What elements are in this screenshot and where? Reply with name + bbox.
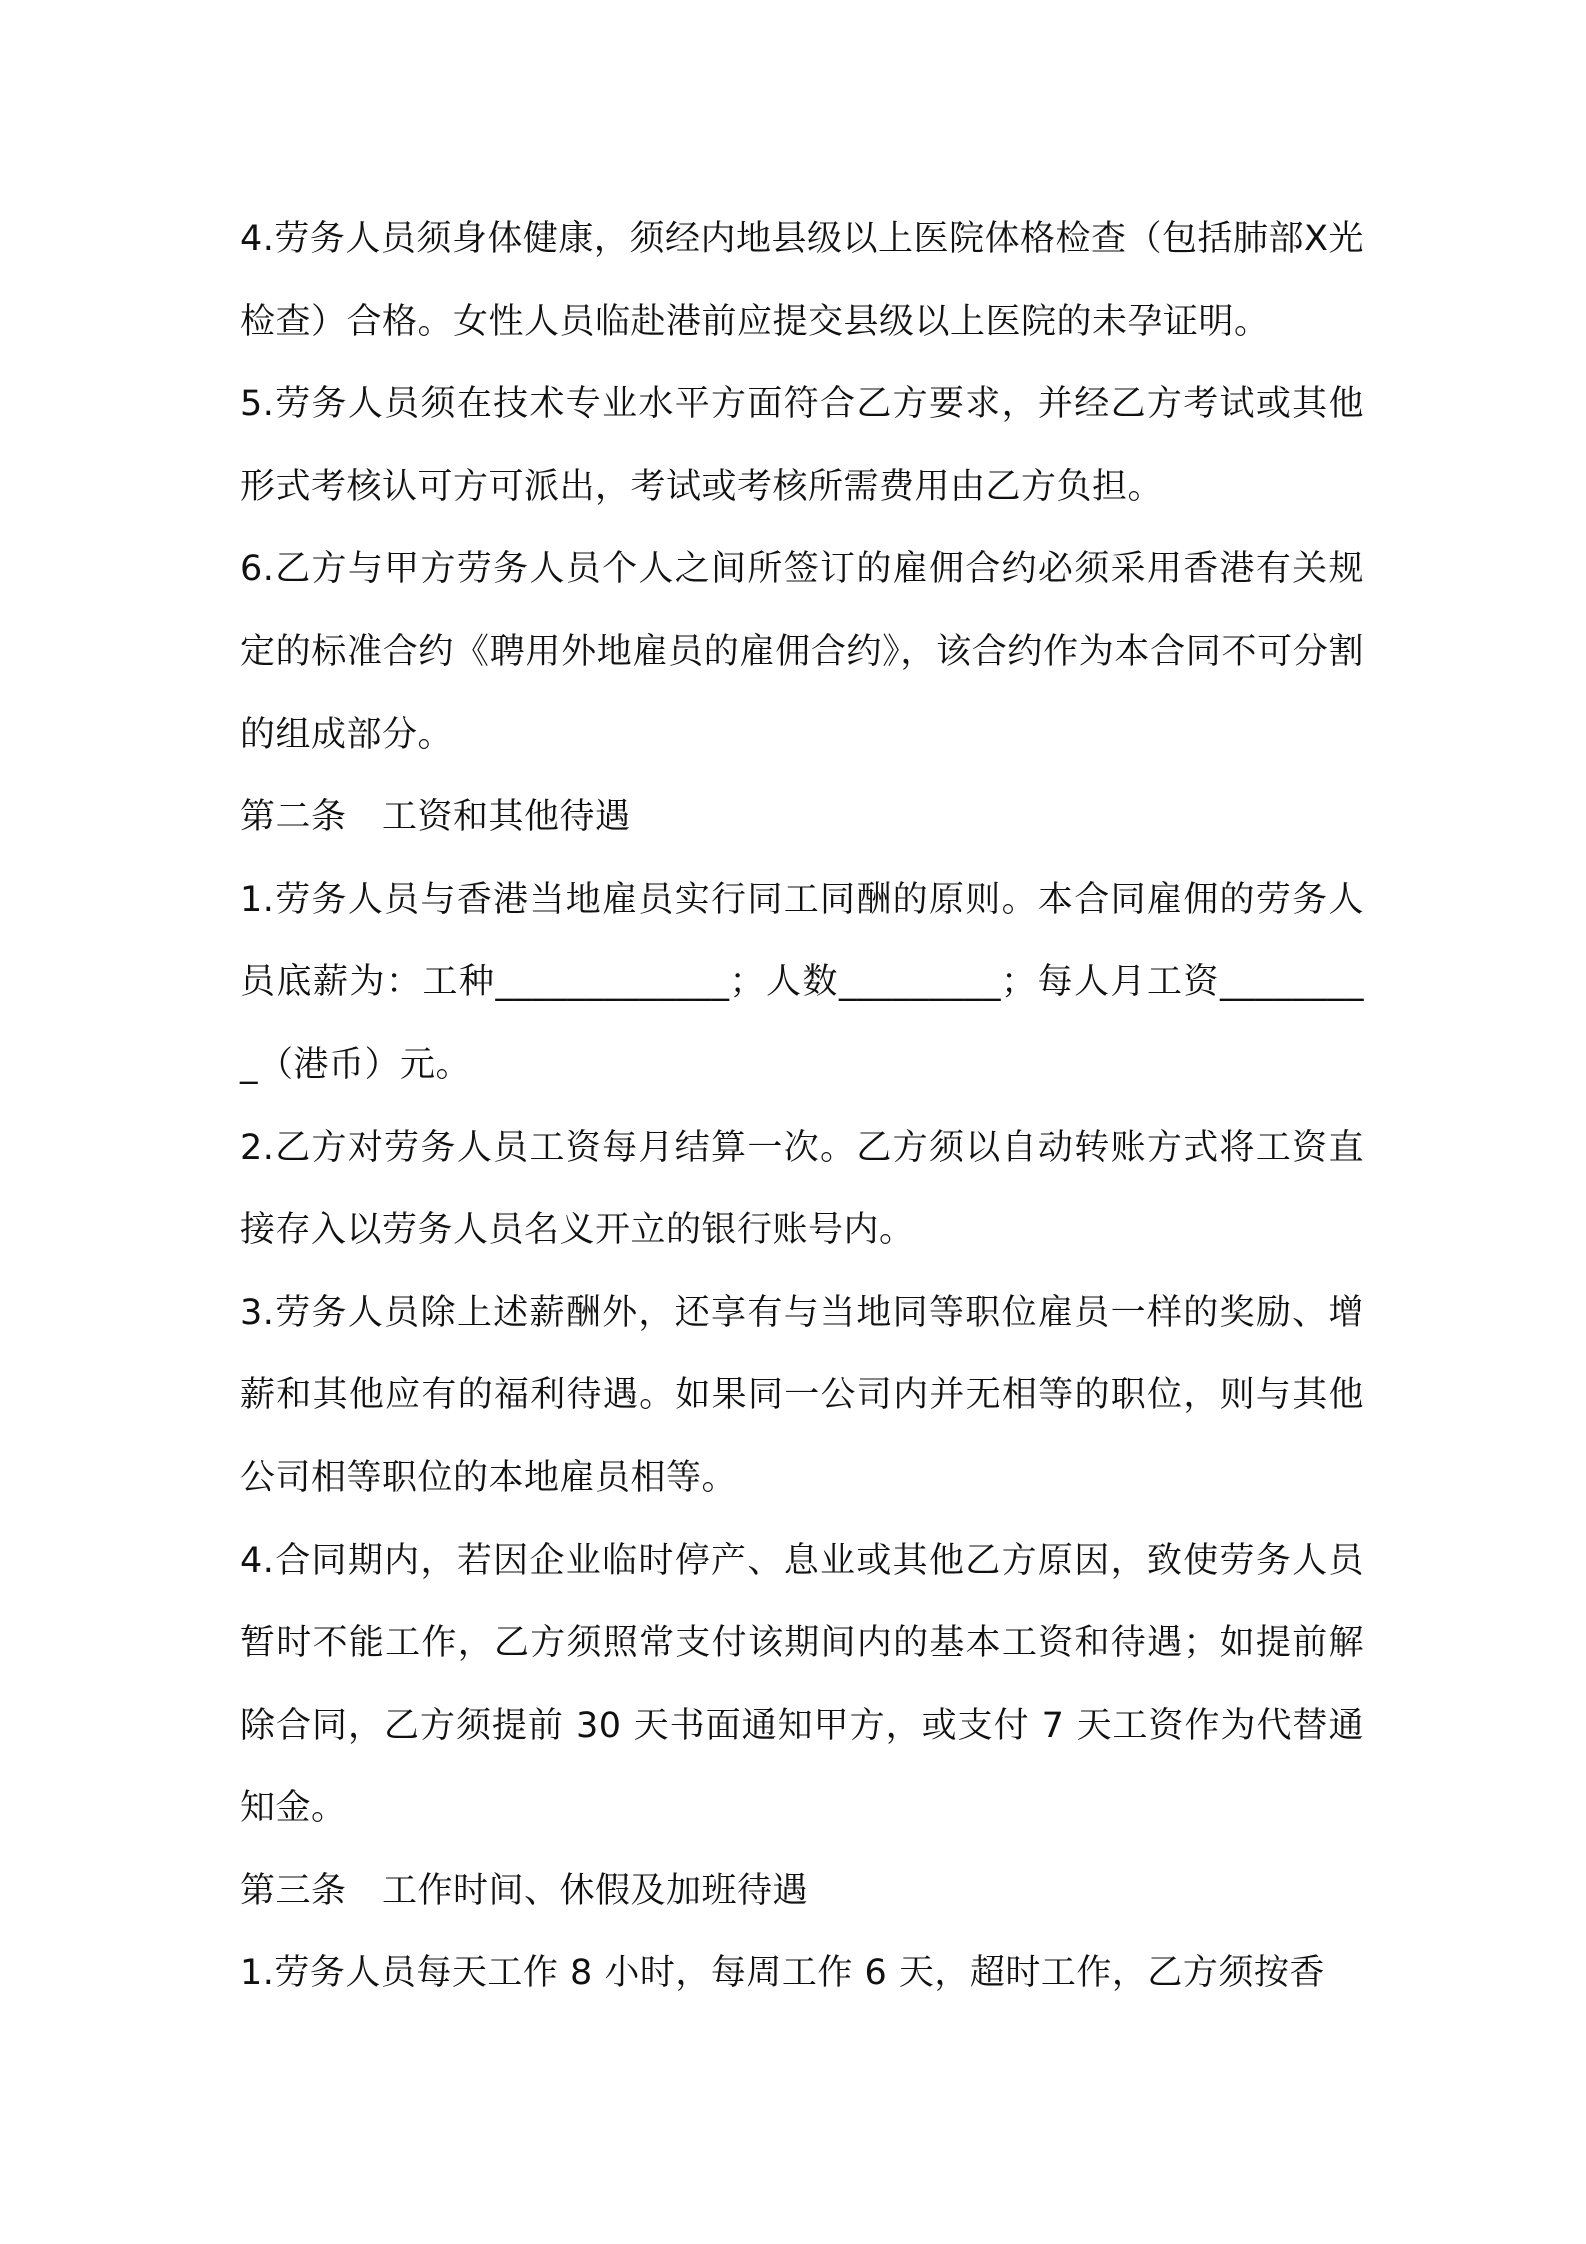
document-page (240, 198, 1364, 2015)
clause-2-heading: 第二条 工资和其他待遇 (240, 797, 631, 838)
clause-1-item-4: 4.劳务人员须身体健康，须经内地县级以上医院体格检查（包括肺部X光检查）合格。女性人员临赴港前应提交县级以上医院的未孕证明。 (240, 219, 1364, 342)
clause-3-heading: 第三条 工作时间、休假及加班待遇 (240, 1870, 809, 1911)
clause-2-item-3: 3.劳务人员除上述薪酬外，还享有与当地同等职位雇员一样的奖励、增薪和其他应有的福利待遇。如果同一公司内并无相等的职位，则与其他公司相等职位的本地雇员相等。 (240, 1292, 1364, 1498)
clause-2-item-2: 2.乙方对劳务人员工资每月结算一次。乙方须以自动转账方式将工资直接存入以劳务人员名义开立的银行账号内。 (240, 1127, 1364, 1251)
clause-3-item-1: 1.劳务人员每天工作 8 小时，每周工作 6 天，超时工作，乙方须按香 (240, 1953, 1325, 1994)
clause-1-item-5: 5.劳务人员须在技术专业水平方面符合乙方要求，并经乙方考试或其他形式考核认可方可派出，考试或考核所需费用由乙方负担。 (240, 384, 1364, 507)
clause-2-item-1: 1.劳务人员与香港当地雇员实行同工同酬的原则。本合同雇佣的劳务人员底薪为：工种_____________；人数_________；每人月工资_________（港币）元。 (240, 879, 1364, 1085)
clause-1-item-6: 6.乙方与甲方劳务人员个人之间所签订的雇佣合约必须采用香港有关规定的标准合约《聘用外地雇员的雇佣合约》，该合约作为本合同不可分割的组成部分。 (240, 549, 1364, 755)
clause-2-item-4: 4.合同期内，若因企业临时停产、息业或其他乙方原因，致使劳务人员暂时不能工作，乙方须照常支付该期间内的基本工资和待遇；如提前解除合同，乙方须提前 30 天书面通知甲方，或支付 7 天工资作为代替通知金。 (240, 1540, 1364, 1829)
